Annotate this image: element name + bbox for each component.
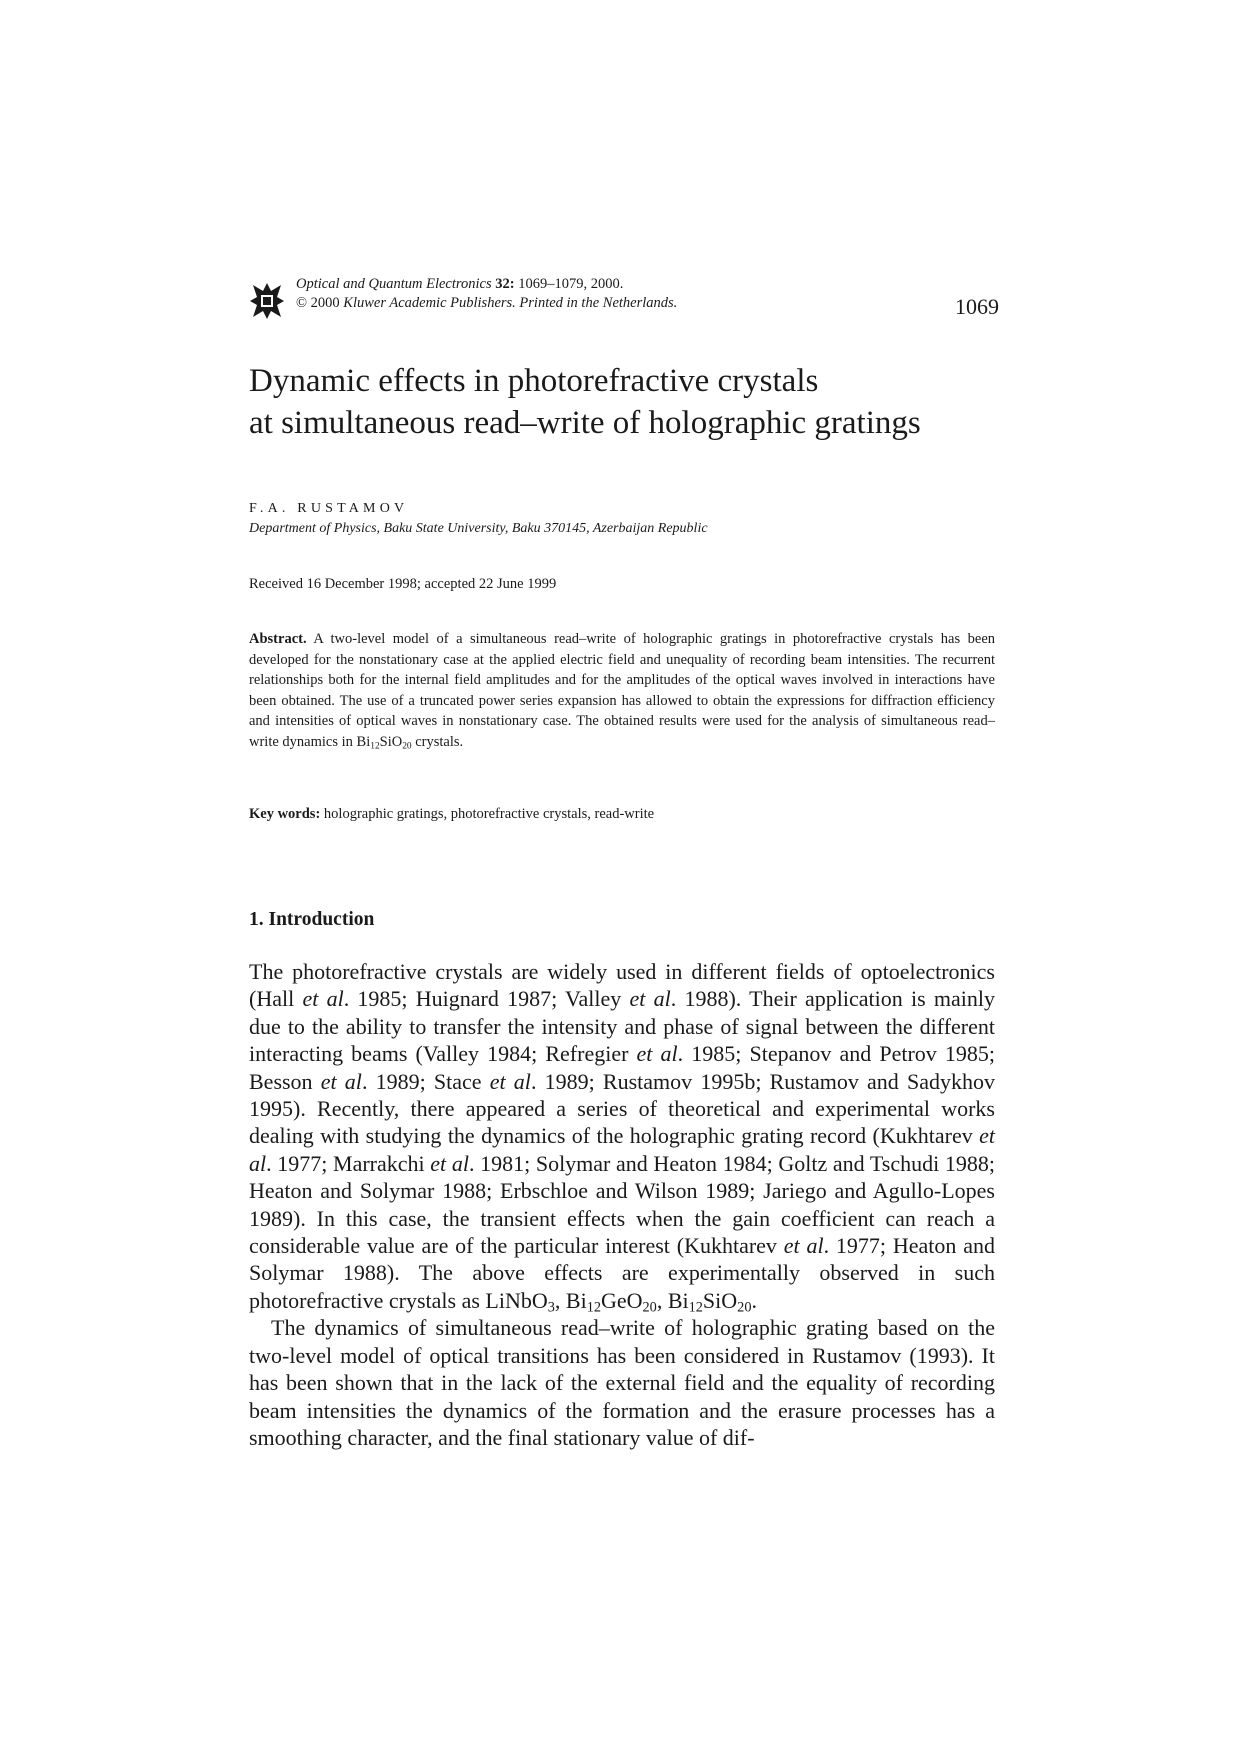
paper-title <box>249 360 1049 444</box>
author-affiliation: Department of Physics, Baku State University, Baku 370145, Azerbaijan Republic <box>249 521 708 536</box>
keywords-text: holographic gratings, photorefractive crystals, read-write <box>323 806 655 822</box>
publisher-line: Kluwer Academic Publishers. Printed in the Netherlands. <box>343 295 678 311</box>
kluwer-logo-icon <box>249 281 285 321</box>
title-line-2: at simultaneous read–write of holographic gratings <box>249 405 921 441</box>
paragraph-1: The photorefractive crystals are widely used in different fields of optoelectronics (Hall et al. 1985; Huignard 1987; Valley et al. 1988). Their application is mainly due to the ability to transfer the intensity and phase of signal between the different interacting beams (Valley 1984; Refregier et al. 1985; Stepanov and Petrov 1985; Besson et al. 1989; Stace et al. 1989; Rustamov 1995b; Rustamov and Sadykhov 1995). Recently, there appeared a series of theoretical and experimental works dealing with studying the dynamics of the holographic grating record (Kukhtarev et al. 1977; Marrakchi et al. 1981; Solymar and Heaton 1984; Goltz and Tschudi 1988; Heaton and Solymar 1988; Erbschloe and Wilson 1989; Jariego and Agullo-Lopes 1989). In this case, the transient effects when the gain coefficient can reach a considerable value are of the particular interest (Kukhtarev et al. 1977; Heaton and Solymar 1988). The above effects are experimentally observed in such photorefractive crystals as LiNbO$_3$, $Bi_{12}GeO_{20}$, $Bi_{12}SiO_{20}$. <box>249 959 996 1316</box>
abstract-label: Abstract. <box>249 631 307 647</box>
journal-line-2 <box>296 294 677 313</box>
formula-bgo: $Bi_{12}GeO_{20}$ <box>565 1287 657 1316</box>
received-dates: Received 16 December 1998; accepted 22 June 1999 <box>249 576 557 592</box>
paragraph-2: The dynamics of simultaneous read–write of holographic grating based on the two-level model of optical transitions has been considered in Rustamov (1993). It has been shown that in the lack of the external field and the equality of recording beam intensities the dynamics of the formation and the erasure processes has a smoothing character, and the final stationary value of dif- <box>249 1315 995 1450</box>
journal-volume: 32: <box>495 276 515 292</box>
abstract <box>249 629 995 752</box>
keywords <box>249 806 654 823</box>
formula-linbo3: LiNbO$_3$ <box>485 1287 555 1316</box>
author-name: F.A. RUSTAMOV <box>249 501 409 516</box>
copyright-year: 2000 <box>310 295 340 311</box>
journal-name: Optical and Quantum Electronics <box>296 276 492 292</box>
introduction-body <box>249 958 995 1451</box>
title-line-1: Dynamic effects in photorefractive crystals <box>249 363 819 399</box>
formula-bso: $Bi_{12}SiO_{20}$ <box>667 1287 752 1316</box>
abstract-formula: $Bi_{12}SiO_{20}$ <box>356 733 412 751</box>
journal-citation <box>296 275 677 313</box>
journal-pages-year: 1069–1079, 2000. <box>518 276 624 292</box>
journal-line-1 <box>296 275 677 294</box>
page-number: 1069 <box>955 294 999 319</box>
abstract-tail: crystals. <box>411 733 464 750</box>
abstract-text: A two-level model of a simultaneous read–write of holographic gratings in photorefractive crystals has been developed for the nonstationary case at the applied electric field and unequality of recording beam intensities. The recurrent relationships both for the internal field amplitudes and for the amplitudes of the optical waves involved in interactions have been obtained. The use of a truncated power series expansion has allowed to obtain the expressions for diffraction efficiency and intensities of optical waves in nonstationary case. The obtained results were used for the analysis of simultaneous read–write dynamics in <box>249 631 996 750</box>
keywords-label: Key words: <box>249 806 321 822</box>
copyright-symbol: © <box>296 295 308 311</box>
section-heading-introduction: 1. Introduction <box>249 909 375 930</box>
